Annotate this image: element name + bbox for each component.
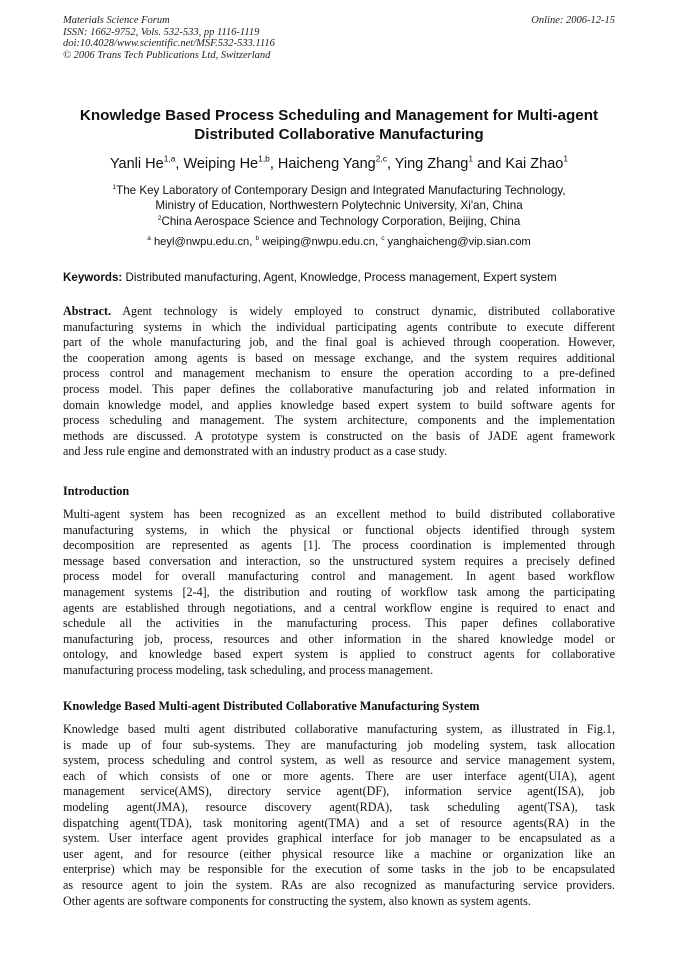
email-address[interactable]: heyl@nwpu.edu.cn — [153, 236, 250, 248]
body-line: manufacturing systems, in which the physical or functional objects identified through system — [63, 522, 615, 537]
author-affil-sup: 2,c — [375, 153, 387, 164]
journal-header — [63, 15, 615, 61]
body-line: each of which consists of one or more agents. There are user interface agent(UIA), agent — [63, 768, 615, 783]
abstract-line: process model. This paper defines the collaborative manufacturing job and related information in — [63, 381, 615, 396]
online-date: Online: 2006-12-15 — [531, 15, 615, 26]
author-name: Weiping He — [183, 156, 259, 172]
body-line: as resource agent to join the system. RAs are also recognized as manufacturing service providers. — [63, 877, 615, 892]
title-line-1: Knowledge Based Process Scheduling and Management for Multi-agent — [79, 107, 599, 124]
email-address[interactable]: yanghaicheng@vip.sian.com — [387, 236, 531, 248]
author-affil-sup: 1,a — [163, 153, 176, 164]
abstract-line: the cooperation among agents is based on message exchange, and the system requires additional — [63, 350, 615, 365]
body-line: dispatching agent(TDA), task monitoring agent(TMA) and a set of resource agents(RA) in the — [63, 815, 615, 830]
author-sep: , — [175, 156, 184, 172]
abstract-line: and Jess rule engine and demonstrated with an industry product as a case study. — [63, 444, 448, 459]
journal-issn: ISSN: 1662-9752, Vols. 532-533, pp 1116-1119 — [63, 26, 260, 38]
author-name: Haicheng Yang — [277, 156, 376, 172]
title-line-2: Distributed Collaborative Manufacturing — [194, 125, 484, 143]
affiliation-sup: 2 — [157, 214, 162, 222]
body-line: manufacturing process modeling, task scheduling, and process management. — [63, 662, 434, 677]
affiliation-1-line-2: Ministry of Education, Northwestern Polytechnic University, Xi'an, China — [155, 199, 523, 213]
author-list — [40, 155, 638, 173]
author-affil-sup: 1 — [563, 153, 569, 164]
abstract-line: methods are discussed. A prototype system is constructed on the basis of JADE agent framework — [63, 428, 615, 443]
body-line: Other agents are software components for constructing the system, also known as system agents. — [63, 893, 531, 908]
introduction-paragraph — [63, 507, 615, 679]
affiliation-sup: 1 — [112, 183, 117, 191]
email-sup: b — [255, 235, 260, 243]
abstract-line: process control and management mechanism to ensure the operation according to a pre-defined — [63, 366, 615, 381]
kb-system-paragraph — [63, 722, 615, 909]
keywords-text: Distributed manufacturing, Agent, Knowledge, Process management, Expert system — [125, 271, 557, 284]
body-line: schedule all the activities in the manufacturing process. This paper defines collaborative — [63, 616, 615, 631]
affiliation-text: China Aerospace Science and Technology Corporation, Beijing, China — [161, 214, 521, 228]
author-name: Kai Zhao — [505, 156, 564, 172]
author-sep: , — [386, 156, 395, 172]
body-line: Multi-agent system has been recognized as an excellent method to build distributed collaborative — [63, 507, 615, 521]
author-affil-sup: 1,b — [258, 153, 270, 164]
paper-title — [40, 107, 638, 144]
journal-doi: doi:10.4028/www.scientific.net/MSF.532-533.1116 — [63, 38, 275, 49]
body-line: message based conversation and interaction, so the unstructured system requires a precisely defined — [63, 553, 615, 568]
body-line: process model for overall manufacturing control and management. In agent based workflow — [63, 569, 615, 584]
email-sup: c — [381, 235, 385, 243]
section-heading-kb-system: Knowledge Based Multi-agent Distributed Collaborative Manufacturing System — [63, 699, 480, 713]
section-heading-introduction: Introduction — [63, 484, 130, 498]
body-line: ontology, and knowledge based expert system is applied to construct agents for collaborative — [63, 647, 615, 662]
body-line: is made up of four sub-systems. They are manufacturing job modeling system, task allocation — [63, 737, 615, 752]
abstract-line: process scheduling and management. The system architecture, components and the implementation — [63, 413, 615, 428]
email-sup: a — [147, 235, 151, 243]
journal-copyright: © 2006 Trans Tech Publications Ltd, Switzerland — [63, 49, 271, 61]
body-line: manufacturing job, process, resources and other information in the shared knowledge model or — [63, 631, 615, 646]
author-name: Yanli He — [109, 156, 164, 172]
abstract-line — [63, 304, 615, 320]
author-sep: , — [269, 156, 278, 172]
abstract-line: manufacturing systems in which the individual participating agents contribute to execute different — [63, 319, 615, 334]
abstract-paragraph — [63, 304, 615, 460]
body-line: system. User interface agent provides graphical interface for job manager to be encapsulated as a — [63, 831, 615, 846]
affiliation-2 — [40, 214, 638, 229]
affiliations — [40, 183, 638, 229]
author-affil-sup: 1 — [468, 153, 474, 164]
abstract-line: part of the whole manufacturing job, and the final goal is achieved through cooperation. However, — [63, 335, 615, 350]
journal-name: Materials Science Forum — [63, 15, 170, 26]
body-line: decomposition are represented as agents [1]. The process coordination is implemented through — [63, 538, 615, 553]
body-line: user agent, and for resource (either physical resource like a machine or organization like an — [63, 846, 615, 861]
abstract-line: domain knowledge model, and applies knowledge based expert system to build software agents for — [63, 397, 615, 412]
abstract-label: Abstract. — [63, 304, 112, 318]
body-line: agents are established through negotiations, and a central workflow engine is required to enact and — [63, 600, 615, 615]
body-line: management service(AMS), directory service agent(DF), information service agent(ISA), job — [63, 784, 615, 799]
affiliation-1-line-1 — [40, 183, 638, 198]
author-name: Ying Zhang — [394, 156, 469, 172]
body-line: management systems [2-4], the distribution and routing of workflow task among the participating — [63, 584, 615, 599]
body-line: modeling agent(JMA), resource discovery agent(RDA), task scheduling agent(TSA), task — [63, 799, 615, 814]
keywords-label: Keywords: — [63, 271, 123, 284]
body-line: system, process scheduling and control system, as well as resource and service management system, — [63, 753, 615, 768]
author-and: and — [473, 156, 506, 172]
affiliation-text: The Key Laboratory of Contemporary Design and Integrated Manufacturing Technology, — [116, 184, 566, 197]
body-line: enterprise) which may be responsible for the execution of some tasks in the job to be encapsulated — [63, 862, 615, 877]
email-list: $^a$ heyl@nwpu.edu.cn, $^b$ weiping@nwpu.edu.cn, $^c$ yanghaicheng@vip.sian.com — [147, 235, 531, 248]
keywords — [63, 270, 618, 285]
body-line: Knowledge based multi agent distributed collaborative manufacturing system, as illustrated in Fig.1, — [63, 722, 615, 736]
abstract-line-text: Agent technology is widely employed to construct dynamic, distributed collaborative — [122, 304, 616, 318]
email-address[interactable]: weiping@nwpu.edu.cn — [262, 236, 375, 248]
